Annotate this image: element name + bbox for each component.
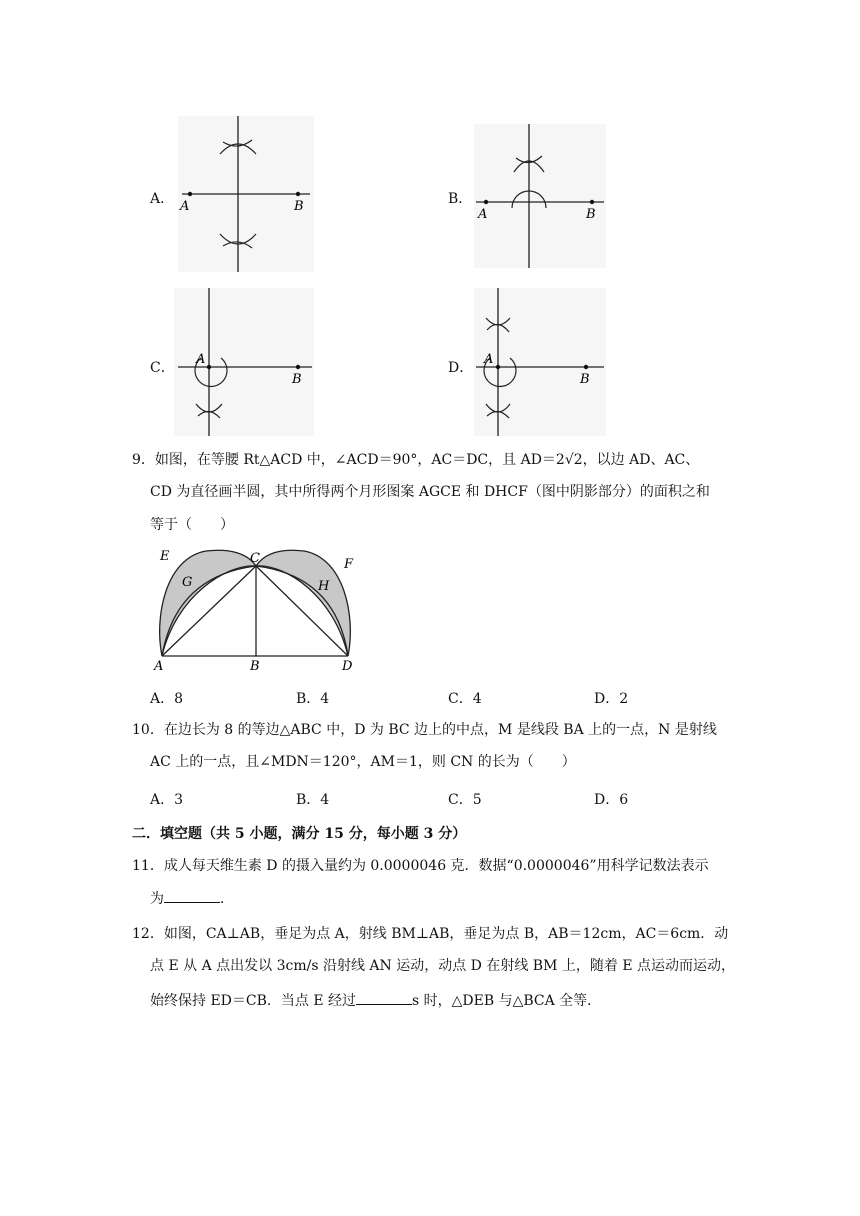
q9-line-1: 9．如图，在等腰 Rt△ACD 中，∠ACD＝90°，AC＝DC，且 AD＝2√2，以边 AD、AC、 [132,452,700,468]
q12-suffix: s 时，△DEB 与△BCA 全等． [412,993,602,1009]
label-a: A [154,659,164,672]
option-a-label: A． [150,191,175,207]
label-e: E [160,549,170,564]
point-a-label: A [180,199,190,214]
section-title: 二．填空题（共 5 小题，满分 15 分，每小题 3 分） [132,826,467,842]
label-b: B [250,659,260,672]
label-h: H [318,579,330,594]
point-b-label: B [294,199,304,214]
q9-choice-a: A．8 [150,691,184,707]
q11-line-1: 11．成人每天维生素 D 的摄入量约为 0.0000046 克．数据“0.0000046”用科学记数法表示 [132,858,709,874]
q10-line-2: AC 上的一点，且∠MDN＝120°，AM＝1，则 CN 的长为（ ） [150,754,576,770]
point-b-label: B [580,372,590,387]
label-f: F [344,557,354,572]
q11-prefix: 为 [150,891,164,907]
q11-answer-blank[interactable] [164,888,220,903]
label-c: C [250,551,260,566]
q12-line-2: 点 E 从 A 点出发以 3cm/s 沿射线 AN 运动，动点 D 在射线 BM 上，随着 E 点运动而运动， [150,958,735,974]
q9-line-2: CD 为直径画半圆，其中所得两个月形图案 AGCE 和 DHCF（图中阴影部分）的面积之和 [150,484,710,500]
q9-figure [146,546,368,672]
q12-line-1: 12．如图，CA⊥AB，垂足为点 A，射线 BM⊥AB，垂足为点 B，AB＝12cm，AC＝6cm．动 [132,926,729,942]
point-a-label: A [478,207,488,222]
q10-choice-b: B．4 [296,792,330,808]
q9-choice-c: C．4 [448,691,482,707]
option-a-figure [178,116,314,272]
point-b-label: B [586,207,596,222]
q12-prefix: 始终保持 ED＝CB．当点 E 经过 [150,993,357,1009]
option-b-label: B． [448,191,473,207]
q9-choice-b: B．4 [296,691,330,707]
point-a-label: A [196,352,206,367]
q12-answer-blank[interactable] [356,990,412,1005]
q10-choice-a: A．3 [150,792,184,808]
q10-choice-d: D．6 [594,792,629,808]
label-d: D [342,659,353,672]
point-b-label: B [292,372,302,387]
label-g: G [182,575,193,590]
q11-line-2 [150,888,234,909]
option-c-label: C． [150,360,175,376]
q11-suffix: ． [220,891,234,907]
option-d-figure [474,288,606,436]
option-d-label: D． [448,360,474,376]
q9-line-3: 等于（ ） [150,517,234,533]
option-c-figure [174,288,314,436]
q9-choice-d: D．2 [594,691,629,707]
point-a-label: A [484,352,494,367]
q12-line-3 [150,990,601,1011]
q10-line-1: 10．在边长为 8 的等边△ABC 中，D 为 BC 边上的中点，M 是线段 BA 上的一点，N 是射线 [132,722,717,738]
q10-choice-c: C．5 [448,792,482,808]
option-b-figure [474,124,606,268]
